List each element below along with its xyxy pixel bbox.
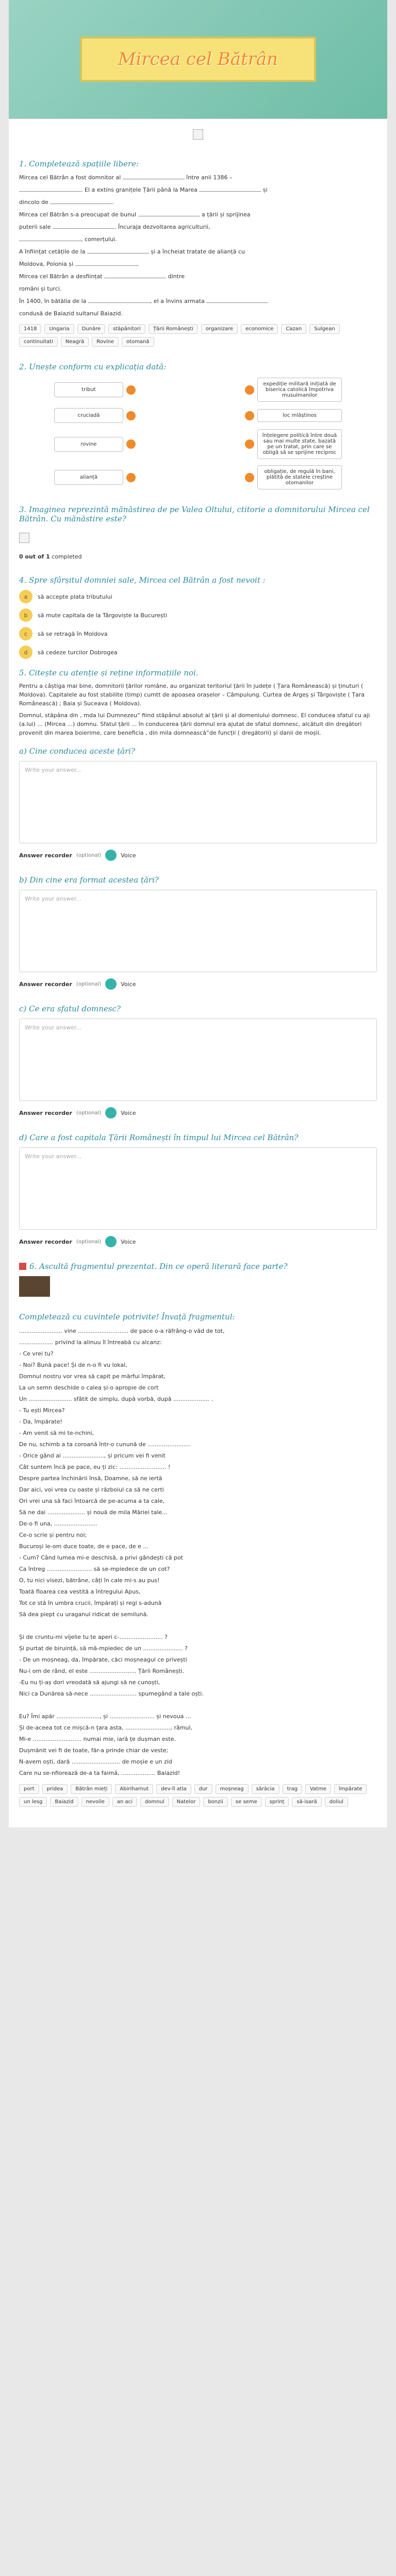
- option-letter: c: [19, 627, 32, 640]
- wordbank-chip[interactable]: economice: [241, 324, 278, 334]
- voice-label: Voice: [121, 980, 136, 988]
- q1-text: Mircea cel Bătrân a desființat: [19, 273, 105, 280]
- answer-option[interactable]: [19, 590, 377, 603]
- q2-matching: [19, 378, 377, 489]
- q1-text: condusă de Baiazid sultanul Baiazid.: [19, 310, 123, 317]
- q1-blank-input[interactable]: [19, 185, 81, 192]
- match-right-item[interactable]: expediție militară inițiată de biserica catolică împotriva musulmanilor: [257, 378, 342, 402]
- wordbank-chip[interactable]: trag: [283, 1784, 303, 1794]
- poem-line: Și de cruntu-mi vijelie tu te aperi c-........................ ?: [19, 1634, 168, 1640]
- audio-thumbnail[interactable]: [19, 1276, 50, 1297]
- option-text: să se retragă în Moldova: [38, 630, 108, 637]
- recorder-label: Answer recorder: [19, 852, 72, 859]
- broken-image-placeholder: [9, 119, 387, 150]
- q1-text: și: [261, 187, 268, 193]
- poem-line: Dar aici, voi vrea cu oaste și războiul ca să ne certi: [19, 1486, 164, 1493]
- recorder-optional: (optional): [76, 981, 102, 987]
- poem-line: ........................ vine ............................ de pace o-a răfrâng-o văd de tot,: [19, 1328, 225, 1334]
- q1-blank-input[interactable]: [123, 173, 185, 179]
- image-icon: [19, 533, 29, 543]
- match-row: [19, 429, 377, 459]
- match-dot-right[interactable]: [245, 411, 254, 420]
- poem-line: De nu, schimb a ta coroană într-o cunună de ........................: [19, 1441, 191, 1448]
- answer-textarea[interactable]: Write your answer...: [19, 1019, 377, 1101]
- q5-title: 5. Citește cu atenție și reține informațiile noi.: [19, 668, 199, 677]
- q7-lines: [19, 1326, 377, 1779]
- poem-line: Și de-aceea tot ce mișcă-n țara asta, ........................., râmul,: [19, 1724, 192, 1731]
- q1-text: români și turci.: [19, 285, 62, 292]
- q1-text: între anii 1386 –: [184, 174, 233, 181]
- poem-line: Nici ca Dunărea să-nece .......................... spumegând a tale oști.: [19, 1690, 204, 1697]
- match-dot-right[interactable]: [245, 439, 254, 449]
- match-dot-right[interactable]: [245, 385, 254, 395]
- answer-recorder: [19, 1236, 377, 1247]
- q1-blank-input[interactable]: [206, 296, 268, 303]
- option-text: să mute capitala de la Târgoviște la București: [38, 612, 168, 619]
- poem-line: [19, 1700, 377, 1711]
- q7-title: Completează cu cuvintele potrivite! Învață fragmentul:: [19, 1312, 235, 1321]
- poem-line: Mi-e ........................... numai mie, iară țe dușman este.: [19, 1736, 176, 1742]
- poem-line: Toată floarea cea vestită a întregului Apus,: [19, 1588, 141, 1595]
- wordbank-chip[interactable]: bonzii: [203, 1797, 228, 1807]
- q1-text: .: [112, 199, 114, 206]
- match-connector: [139, 444, 242, 445]
- q3-image-placeholder: [19, 528, 377, 548]
- poem-line: Domnul nostru vor vrea să capit pe mărfui împărat,: [19, 1373, 166, 1380]
- recorder-label: Answer recorder: [19, 1238, 72, 1245]
- image-icon: [193, 129, 203, 140]
- q1-blank-input[interactable]: [19, 234, 81, 241]
- q3-score-label: completed: [50, 553, 82, 560]
- match-row: [19, 465, 377, 489]
- wordbank-chip[interactable]: moșneag: [216, 1784, 249, 1794]
- poem-line: Cât suntem încă pe pace, eu ți zic: .......................... !: [19, 1464, 171, 1470]
- q1-text: În 1400, în bătălia de la: [19, 298, 88, 304]
- open-question-title: b) Din cine era format acestea țări?: [19, 875, 159, 885]
- wordbank-chip[interactable]: sărăcia: [252, 1784, 279, 1794]
- wordbank-chip[interactable]: sprinț: [265, 1797, 289, 1807]
- wordbank-chip[interactable]: nevoile: [81, 1797, 109, 1807]
- poem-line: -Eu nu ți-aș dori vreodată să ajungi să ne cunoști,: [19, 1679, 160, 1686]
- voice-record-button[interactable]: [105, 1107, 117, 1118]
- q1-line: [19, 309, 377, 319]
- voice-label: Voice: [121, 1109, 136, 1116]
- poem-line: Bucuroși le-om duce toate, de e pace, de e ...: [19, 1543, 148, 1550]
- wordbank-chip[interactable]: organizare: [201, 324, 238, 334]
- q1-text: dintre: [166, 273, 185, 280]
- poem-line: - Tu ești Mircea?: [19, 1407, 65, 1414]
- match-left-item[interactable]: cruciadă: [54, 408, 123, 423]
- audio-icon: [19, 1263, 26, 1270]
- answer-option[interactable]: [19, 608, 377, 622]
- q1-text: , el a învins armata: [150, 298, 207, 304]
- poem-line: Să ne dai ..................... și nouă de mila Măriei tale...: [19, 1509, 168, 1516]
- voice-record-button[interactable]: [105, 1236, 117, 1247]
- match-row: [19, 378, 377, 402]
- recorder-optional: (optional): [76, 852, 102, 858]
- poem-line: - De un moșneag, da, împărate, căci moșneagul ce privești: [19, 1656, 187, 1663]
- voice-record-button[interactable]: [105, 850, 117, 861]
- q1-text: .: [137, 261, 139, 267]
- title-banner: [9, 0, 387, 119]
- recorder-label: Answer recorder: [19, 1109, 72, 1116]
- wordbank-chip[interactable]: continuitati: [19, 337, 58, 347]
- match-connector: [139, 415, 242, 416]
- q1-text: A înființat cetățile de la: [19, 248, 87, 255]
- poem-line: - Ce vrei tu?: [19, 1350, 54, 1357]
- wordbank-chip[interactable]: să-isară: [292, 1797, 321, 1807]
- wordbank-chip[interactable]: Natelor: [172, 1797, 201, 1807]
- match-dot-left[interactable]: [126, 473, 136, 482]
- match-dot-left[interactable]: [126, 411, 136, 420]
- q1-text: , comerțului.: [81, 236, 117, 243]
- match-right-item[interactable]: obligație, de regulă în bani, plătită de statele creștine otomanilor: [257, 465, 342, 489]
- poem-line: Eu? Îmi apăr ........................, și ......................... și nevoua ...: [19, 1713, 191, 1720]
- q3-score-count: 0 out of 1: [19, 553, 50, 560]
- match-dot-right[interactable]: [245, 473, 254, 482]
- q3-score: [19, 553, 377, 560]
- poem-line: [19, 1620, 377, 1632]
- poem-line: Ori vrei una să faci întoarcă de pe-acuma a ta cale,: [19, 1498, 165, 1504]
- poem-line: - Am venit să mi te-nchini,: [19, 1430, 94, 1436]
- wordbank-chip[interactable]: un lesg: [19, 1797, 47, 1807]
- q1-line: [19, 210, 377, 220]
- recorder-optional: (optional): [76, 1110, 102, 1116]
- q1-text: Mircea cel Bătrân a fost domnitor al: [19, 174, 123, 181]
- wordbank-chip[interactable]: pridea: [42, 1784, 68, 1794]
- answer-recorder: [19, 850, 377, 861]
- poem-line: La un semn deschide o calea și-o apropie de cort: [19, 1384, 159, 1391]
- poem-line: - Da, împărate!: [19, 1418, 62, 1425]
- poem-line: Despre partea închinării însă, Doamne, să ne iertă: [19, 1475, 162, 1482]
- option-letter: d: [19, 646, 32, 659]
- match-left-item[interactable]: alianță: [54, 470, 123, 485]
- match-right-item[interactable]: loc mlăștinos: [257, 409, 342, 422]
- option-text: să cedeze turcilor Dobrogea: [38, 649, 118, 656]
- wordbank-chip[interactable]: stăpânitori: [108, 324, 145, 334]
- q1-title: 1. Completează spațiile libere:: [19, 159, 139, 168]
- wordbank-chip[interactable]: an aci: [112, 1797, 137, 1807]
- voice-label: Voice: [121, 852, 136, 859]
- poem-line: Tot ce stă în umbra crucii, împărați și regi s-adună: [19, 1600, 162, 1606]
- q6-title: 6. Ascultă fragmentul prezentat. Din ce operă literară face parte?: [29, 1262, 288, 1271]
- poem-line: Care nu se-nfiorează de-a ta faimă, ................... Baiazid!: [19, 1770, 180, 1776]
- poem-line: Ce-o scrie și pentru noi;: [19, 1532, 87, 1538]
- answer-recorder: [19, 978, 377, 990]
- q1-text: și a încheiat tratate de alianță cu: [148, 248, 245, 255]
- wordbank-chip[interactable]: port: [19, 1784, 39, 1794]
- wordbank-chip[interactable]: Cazan: [281, 324, 306, 334]
- open-questions: [19, 747, 377, 1247]
- wordbank-chip[interactable]: 1418: [19, 324, 41, 334]
- q1-text: a țării și sprijinea: [200, 211, 251, 218]
- match-right-item[interactable]: înțelegere politică între două sau mai multe state, bazată pe un tratat, prin care se obligă să se sprijine reciproc: [257, 429, 342, 459]
- q2-title: 2. Unește conform cu explicația dată:: [19, 362, 167, 371]
- poem-line: ................... privind la alinuu îl întreabă cu alcanz:: [19, 1339, 162, 1346]
- q1-line: [19, 259, 377, 269]
- poem-line: - Cum? Când lumea mi-e deschisă, a privi gândești că pot: [19, 1554, 184, 1561]
- poem-line: - Noi? Bună pace! Și de n-o fi vu lokal,: [19, 1362, 127, 1368]
- match-connector: [139, 389, 242, 390]
- answer-textarea[interactable]: Write your answer...: [19, 1147, 377, 1230]
- q1-line: [19, 234, 377, 245]
- q1-line: [19, 185, 377, 195]
- match-dot-left[interactable]: [126, 385, 136, 395]
- wordbank-chip[interactable]: Dunăre: [77, 324, 106, 334]
- open-question-title: a) Cine conducea aceste țări?: [19, 747, 136, 756]
- poem-line: - Orice gând ai ......................., și pricum vei fi venit: [19, 1452, 166, 1459]
- option-letter: a: [19, 590, 32, 603]
- match-dot-left[interactable]: [126, 439, 136, 449]
- q3-title: 3. Imaginea reprezintă mănăstirea de pe Valea Oltului, ctitorie a domnitorului Mircea cel Bătrân. Cu mănăstire este?: [19, 505, 370, 523]
- option-text: să accepte plata tributului: [38, 593, 112, 600]
- open-question-title: c) Ce era sfatul domnesc?: [19, 1004, 121, 1013]
- page-title: Mircea cel Bătrân: [80, 37, 316, 82]
- open-question-title: d) Care a fost capitala Țării Românești în timpul lui Mircea cel Bătrân?: [19, 1133, 299, 1142]
- option-letter: b: [19, 608, 32, 622]
- wordbank-chip[interactable]: Neagră: [61, 337, 89, 347]
- q1-text: Mircea cel Bătrân s-a preocupat de bunul: [19, 211, 138, 218]
- q1-line: [19, 284, 377, 294]
- recorder-label: Answer recorder: [19, 980, 72, 988]
- poem-line: Nu-i om de rând, el este .......................... Țării Românești.: [19, 1668, 185, 1674]
- match-row: [19, 408, 377, 423]
- q1-text: dincolo de: [19, 199, 51, 206]
- answer-option[interactable]: [19, 646, 377, 659]
- answer-textarea[interactable]: Write your answer...: [19, 761, 377, 843]
- wordbank-chip[interactable]: dur: [194, 1784, 212, 1794]
- wordbank-chip[interactable]: se seme: [231, 1797, 262, 1807]
- wordbank-chip[interactable]: Ungaria: [44, 324, 74, 334]
- q1-blank-input[interactable]: [88, 296, 150, 303]
- q1-text: Moldova, Polonia și: [19, 261, 75, 267]
- q1-text: puterii sale: [19, 224, 53, 230]
- q1-line: [19, 197, 377, 208]
- voice-label: Voice: [121, 1238, 136, 1245]
- poem-line: De-o fi una, ........................: [19, 1520, 97, 1527]
- worksheet-page: [9, 0, 387, 1827]
- q1-line: [19, 272, 377, 282]
- wordbank-chip[interactable]: Rovine: [92, 337, 119, 347]
- poem-line: N-avem oști, dară ........................... de moșie e un zid: [19, 1758, 172, 1765]
- q1-blank-input[interactable]: [53, 222, 114, 229]
- answer-option[interactable]: [19, 627, 377, 640]
- wordbank-chip[interactable]: Baiazid: [50, 1797, 78, 1807]
- q1-blank-input[interactable]: [199, 185, 261, 192]
- q1-wordbank: [19, 324, 377, 347]
- q1-line: [19, 247, 377, 257]
- q1-blank-input[interactable]: [138, 210, 200, 216]
- q1-lines: [19, 173, 377, 319]
- q1-blank-input[interactable]: [104, 272, 166, 278]
- poem-line: Dușmănit vei fi de toate, făr-a prinde chiar de veste;: [19, 1747, 169, 1754]
- voice-record-button[interactable]: [105, 978, 117, 990]
- wordbank-chip[interactable]: Abiriharnut: [115, 1784, 153, 1794]
- wordbank-chip[interactable]: Țării Românești: [148, 324, 198, 334]
- wordbank-chip[interactable]: împărate: [334, 1784, 367, 1794]
- recorder-optional: (optional): [76, 1239, 102, 1245]
- match-left-item[interactable]: rovine: [54, 437, 123, 452]
- poem-line: O, tu nici visezi, bătrâne, câți în cale mi-s au pus!: [19, 1577, 160, 1584]
- wordbank-chip[interactable]: doliul: [325, 1797, 348, 1807]
- poem-line: Să dea piept cu uraganul ridicat de semilună.: [19, 1611, 148, 1618]
- q1-blank-input[interactable]: [75, 259, 137, 266]
- q5-items: [19, 682, 377, 737]
- q1-blank-input[interactable]: [50, 197, 112, 204]
- poem-line: Un ........................ sfâtit de simplu, după vorbă, după .................... .: [19, 1396, 213, 1402]
- q1-text: . El a extins granițele Țării până la Marea: [81, 187, 200, 193]
- q5-item: Pentru a câștiga mai bine, domnitorii țărilor române, au organizat teritoriul țării în județe ( Țara Românească) și ținuturi ( Moldova). Capitalele au fost stabilite (timp) cumtt de apoasea orașelor – Câmpulung. Curtea de Argeș și Târgoviște ( Țara Românească) ; Baia și Suceava ( Moldova).: [19, 683, 365, 707]
- q1-blank-input[interactable]: [87, 247, 149, 253]
- match-connector: [139, 477, 242, 478]
- wordbank-chip[interactable]: otomană: [122, 337, 154, 347]
- q1-text: . Încuraja dezvoltarea agriculturii,: [114, 224, 210, 230]
- q4-options: [19, 590, 377, 659]
- wordbank-chip[interactable]: Bătrân mieți: [71, 1784, 112, 1794]
- match-left-item[interactable]: tribut: [54, 382, 123, 397]
- q5-item: Domnul, stăpâna din , mda lui Dumnezeu” fiind stăpânul absolut al țării și al domeniului domnesc. El conducea sfatul cu aji (a.lui) ... (Mircea ...) domnu. Sfatul țării ... în conducerea țării domnul era ajutat de sfatul domnesc, alcătuit din dregători provenit din marea boierime, care beneficia , din mila domnească”de funcții ( dregătorii) și danii de moșii.: [19, 712, 370, 736]
- wordbank-chip[interactable]: dev-îl atla: [156, 1784, 191, 1794]
- q4-title: 4. Spre sfârșitul domniei sale, Mircea cel Bătrân a fost nevoit :: [19, 575, 266, 585]
- q1-line: [19, 173, 377, 183]
- answer-recorder: [19, 1107, 377, 1118]
- poem-line: Ca întreg ......................... să se-mpiedece de un cot?: [19, 1566, 170, 1572]
- wordbank-chip[interactable]: Vatme: [305, 1784, 331, 1794]
- answer-textarea[interactable]: Write your answer...: [19, 890, 377, 972]
- q1-line: [19, 296, 377, 307]
- poem-line: Și purtat de biruință, să mă-mpiedec de un ...................... ?: [19, 1645, 188, 1652]
- wordbank-chip[interactable]: domnul: [140, 1797, 169, 1807]
- q7-wordbank: [19, 1784, 377, 1807]
- wordbank-chip[interactable]: Sulgean: [309, 324, 339, 334]
- q1-line: [19, 222, 377, 232]
